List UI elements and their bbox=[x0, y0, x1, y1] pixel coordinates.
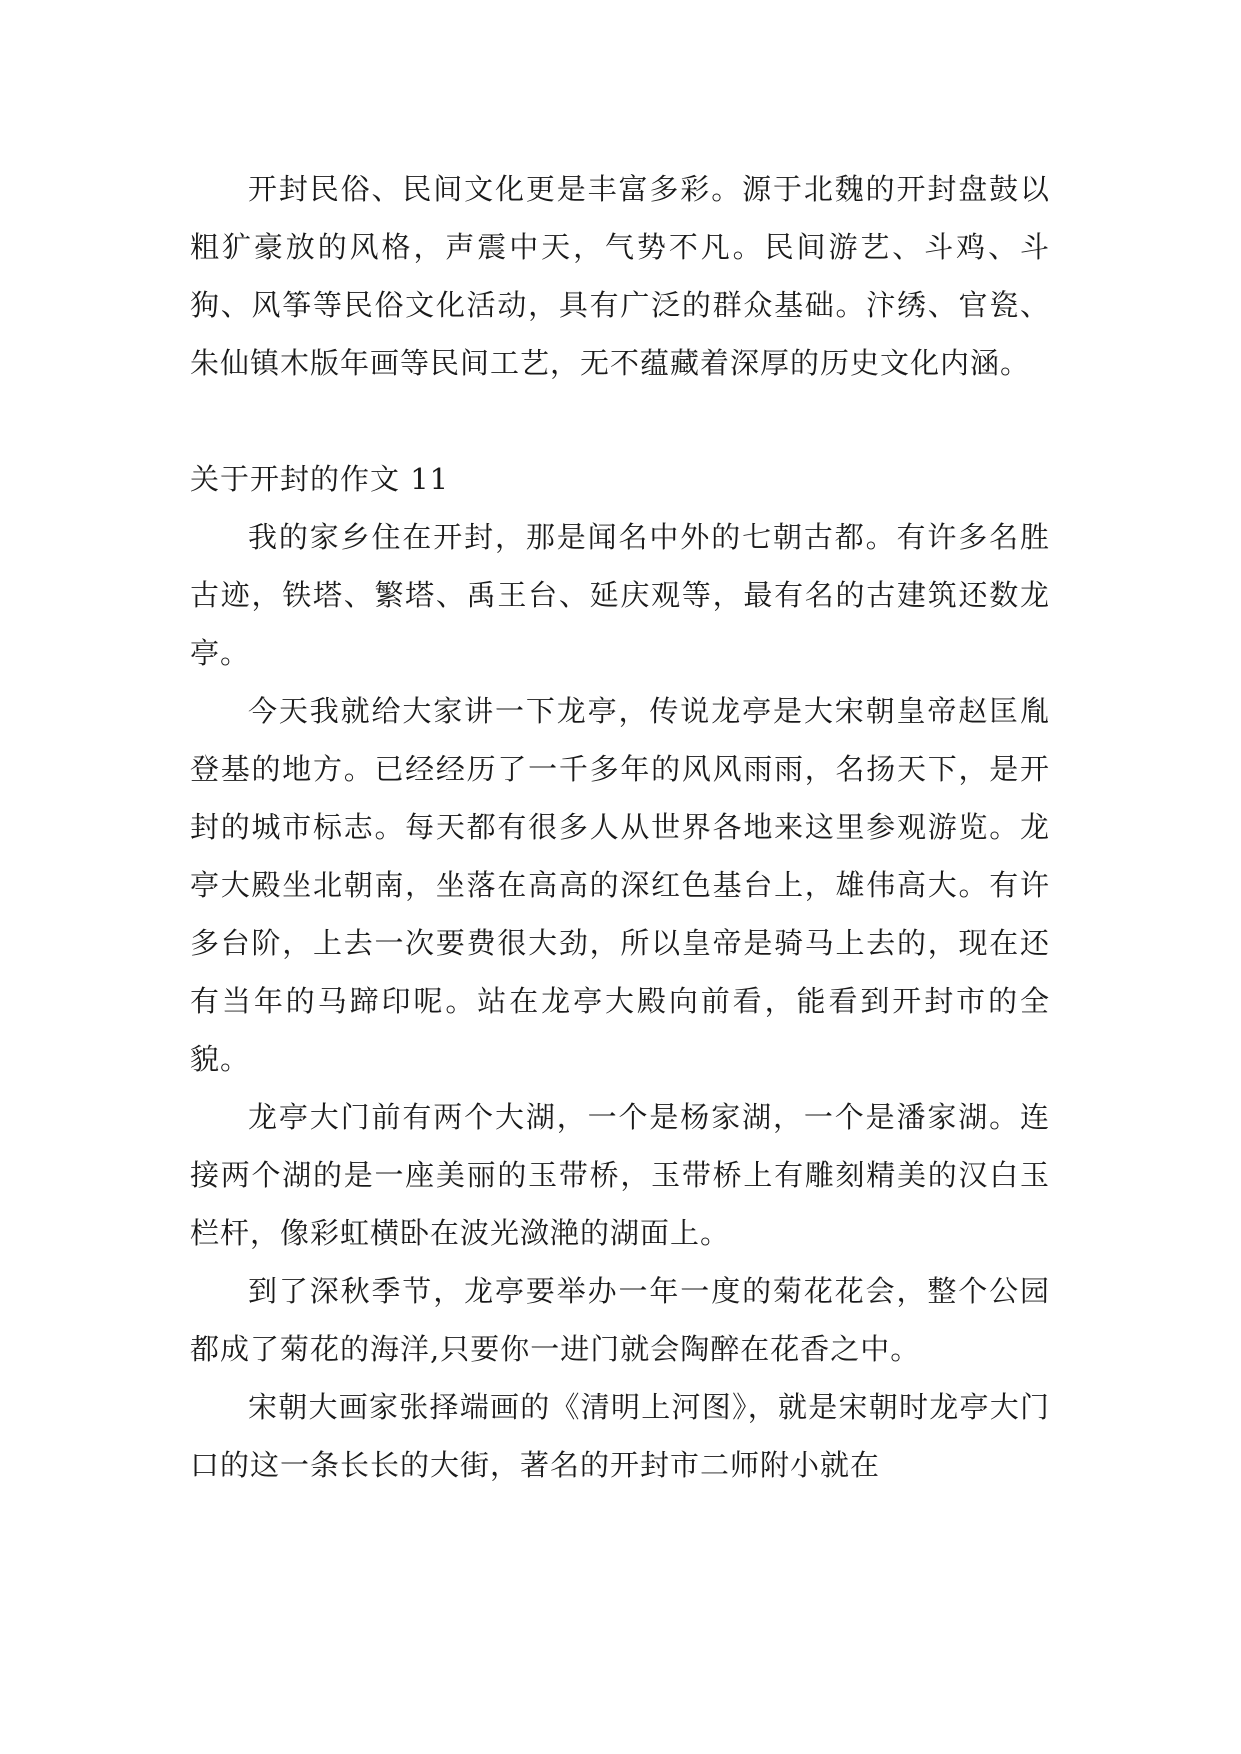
body-paragraph-3: 龙亭大门前有两个大湖，一个是杨家湖，一个是潘家湖。连接两个湖的是一座美丽的玉带桥，玉带桥上有雕刻精美的汉白玉栏杆，像彩虹横卧在波光潋滟的湖面上。 bbox=[190, 1100, 1050, 1250]
body-paragraph-2: 今天我就给大家讲一下龙亭，传说龙亭是大宋朝皇帝赵匡胤登基的地方。已经经历了一千多年的风风雨雨，名扬天下，是开封的城市标志。每天都有很多人从世界各地来这里参观游览。龙亭大殿坐北朝南，坐落在高高的深红色基台上，雄伟高大。有许多台阶，上去一次要费很大劲，所以皇帝是骑马上去的，现在还有当年的马蹄印呢。站在龙亭大殿向前看，能看到开封市的全貌。 bbox=[190, 694, 1050, 1076]
body-paragraph-1: 我的家乡住在开封，那是闻名中外的七朝古都。有许多名胜古迹，铁塔、繁塔、禹王台、延庆观等，最有名的古建筑还数龙亭。 bbox=[190, 520, 1050, 670]
document-page bbox=[190, 160, 1050, 1494]
section-title: 关于开封的作文 11 bbox=[190, 462, 450, 496]
body-paragraph-4: 到了深秋季节，龙亭要举办一年一度的菊花花会，整个公园都成了菊花的海洋,只要你一进门就会陶醉在花香之中。 bbox=[190, 1274, 1050, 1366]
intro-paragraph: 开封民俗、民间文化更是丰富多彩。源于北魏的开封盘鼓以粗犷豪放的风格，声震中天，气势不凡。民间游艺、斗鸡、斗狗、风筝等民俗文化活动，具有广泛的群众基础。汴绣、官瓷、朱仙镇木版年画等民间工艺，无不蕴藏着深厚的历史文化内涵。 bbox=[190, 172, 1050, 380]
section-spacer bbox=[190, 392, 1050, 450]
body-paragraph-5: 宋朝大画家张择端画的《清明上河图》，就是宋朝时龙亭大门口的这一条长长的大街，著名的开封市二师附小就在 bbox=[190, 1390, 1050, 1482]
